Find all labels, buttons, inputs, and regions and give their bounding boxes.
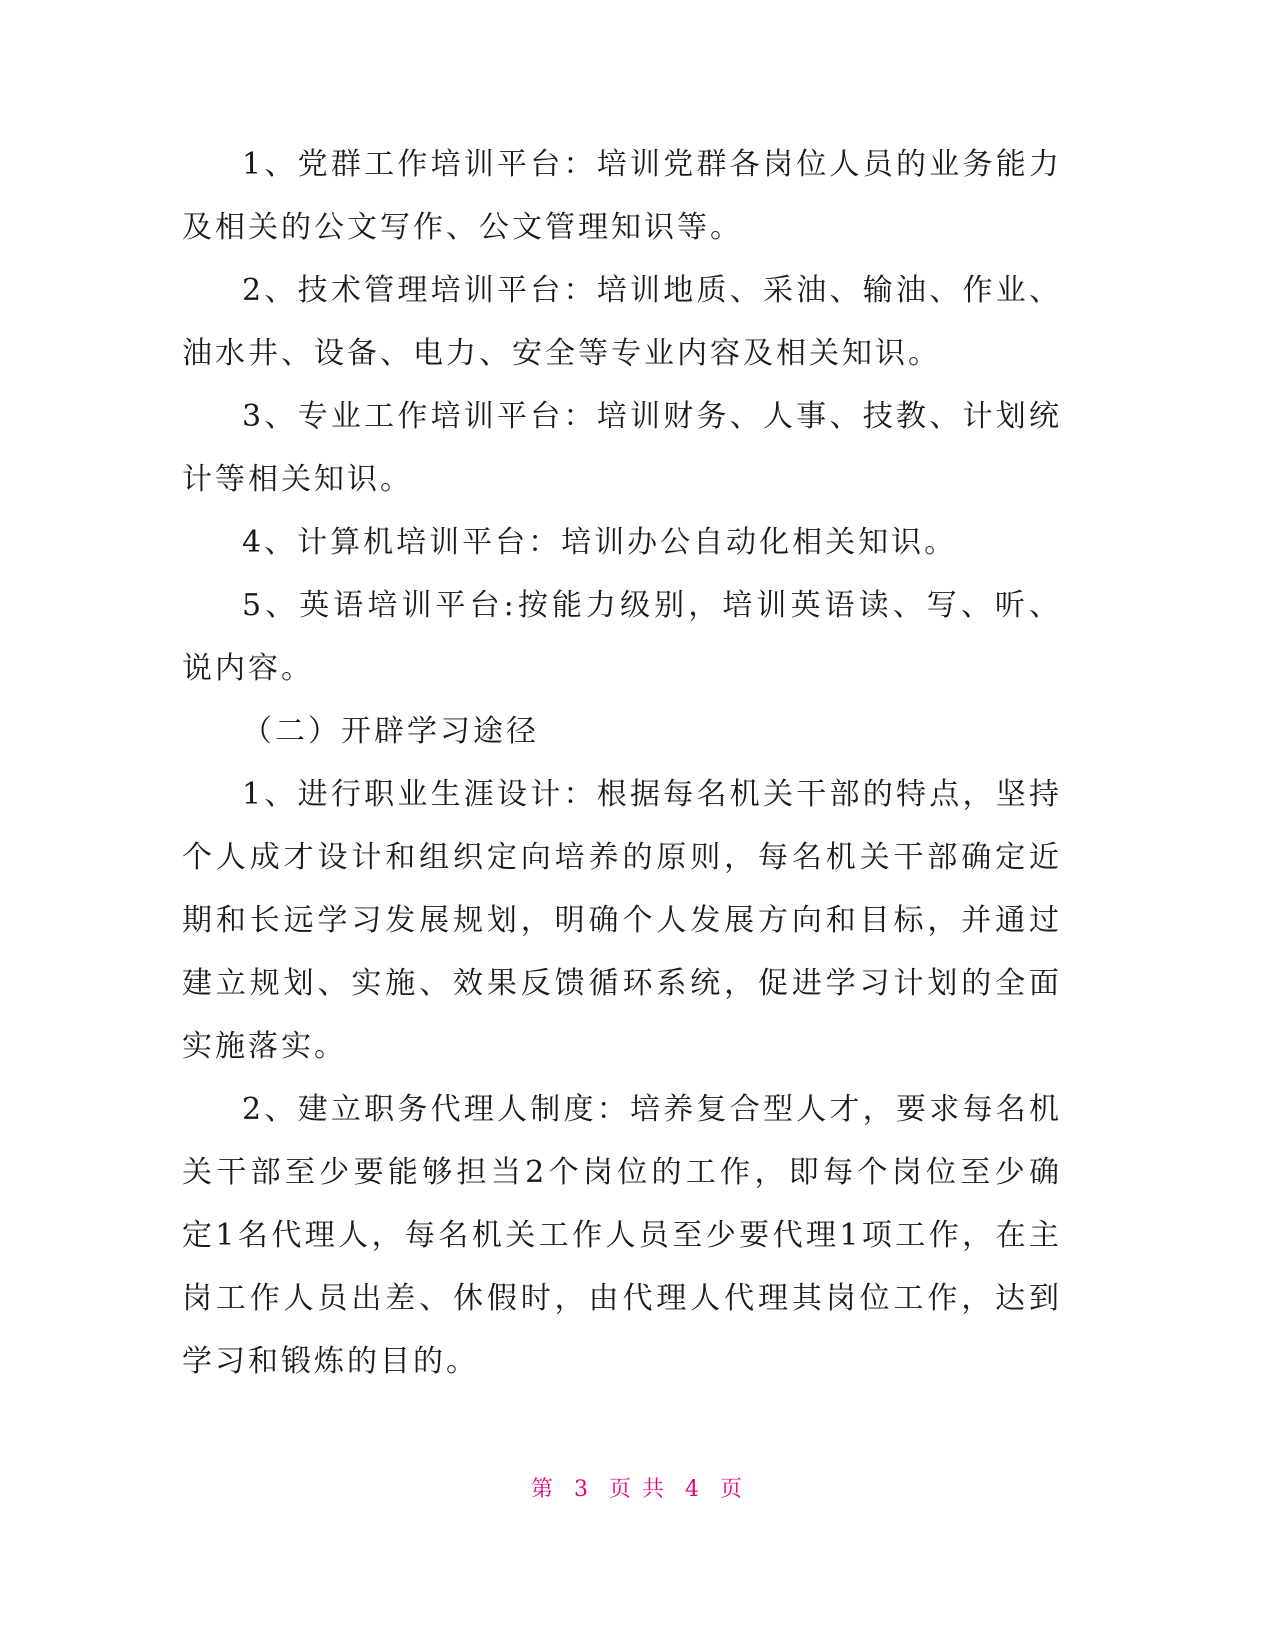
- paragraph-professional-training: 3、专业工作培训平台：培训财务、人事、技教、计划统计等相关知识。: [182, 399, 1062, 497]
- paragraph-english-training: 5、英语培训平台:按能力级别，培训英语读、写、听、说内容。: [182, 588, 1062, 686]
- footer-current-page: 3: [574, 1477, 590, 1502]
- paragraph-career-design: 1、进行职业生涯设计：根据每名机关干部的特点，坚持个人成才设计和组织定向培养的原则，每名机关干部确定近期和长远学习发展规划，明确个人发展方向和目标，并通过建立规划、实施、效果反馈循环系统，促进学习计划的全面实施落实。: [182, 777, 1062, 1064]
- paragraph-computer-training: 4、计算机培训平台：培训办公自动化相关知识。: [242, 525, 958, 560]
- footer-suffix: 页: [720, 1477, 745, 1502]
- paragraph-party-training: 1、党群工作培训平台：培训党群各岗位人员的业务能力及相关的公文写作、公文管理知识等。: [182, 147, 1062, 245]
- footer-middle: 页 共: [609, 1477, 666, 1502]
- section-heading: （二）开辟学习途径: [242, 714, 539, 749]
- footer-prefix: 第: [530, 1477, 555, 1502]
- page-footer: [0, 1472, 1275, 1503]
- paragraph-tech-training: 2、技术管理培训平台：培训地质、采油、输油、作业、油水井、设备、电力、安全等专业内容及相关知识。: [182, 273, 1062, 371]
- paragraph-deputy-system: 2、建立职务代理人制度：培养复合型人才，要求每名机关干部至少要能够担当2个岗位的工作，即每个岗位至少确定1名代理人，每名机关工作人员至少要代理1项工作，在主岗工作人员出差、休假时，由代理人代理其岗位工作，达到学习和锻炼的目的。: [182, 1092, 1062, 1379]
- footer-total-pages: 4: [685, 1477, 701, 1502]
- document-body: [182, 133, 1062, 1393]
